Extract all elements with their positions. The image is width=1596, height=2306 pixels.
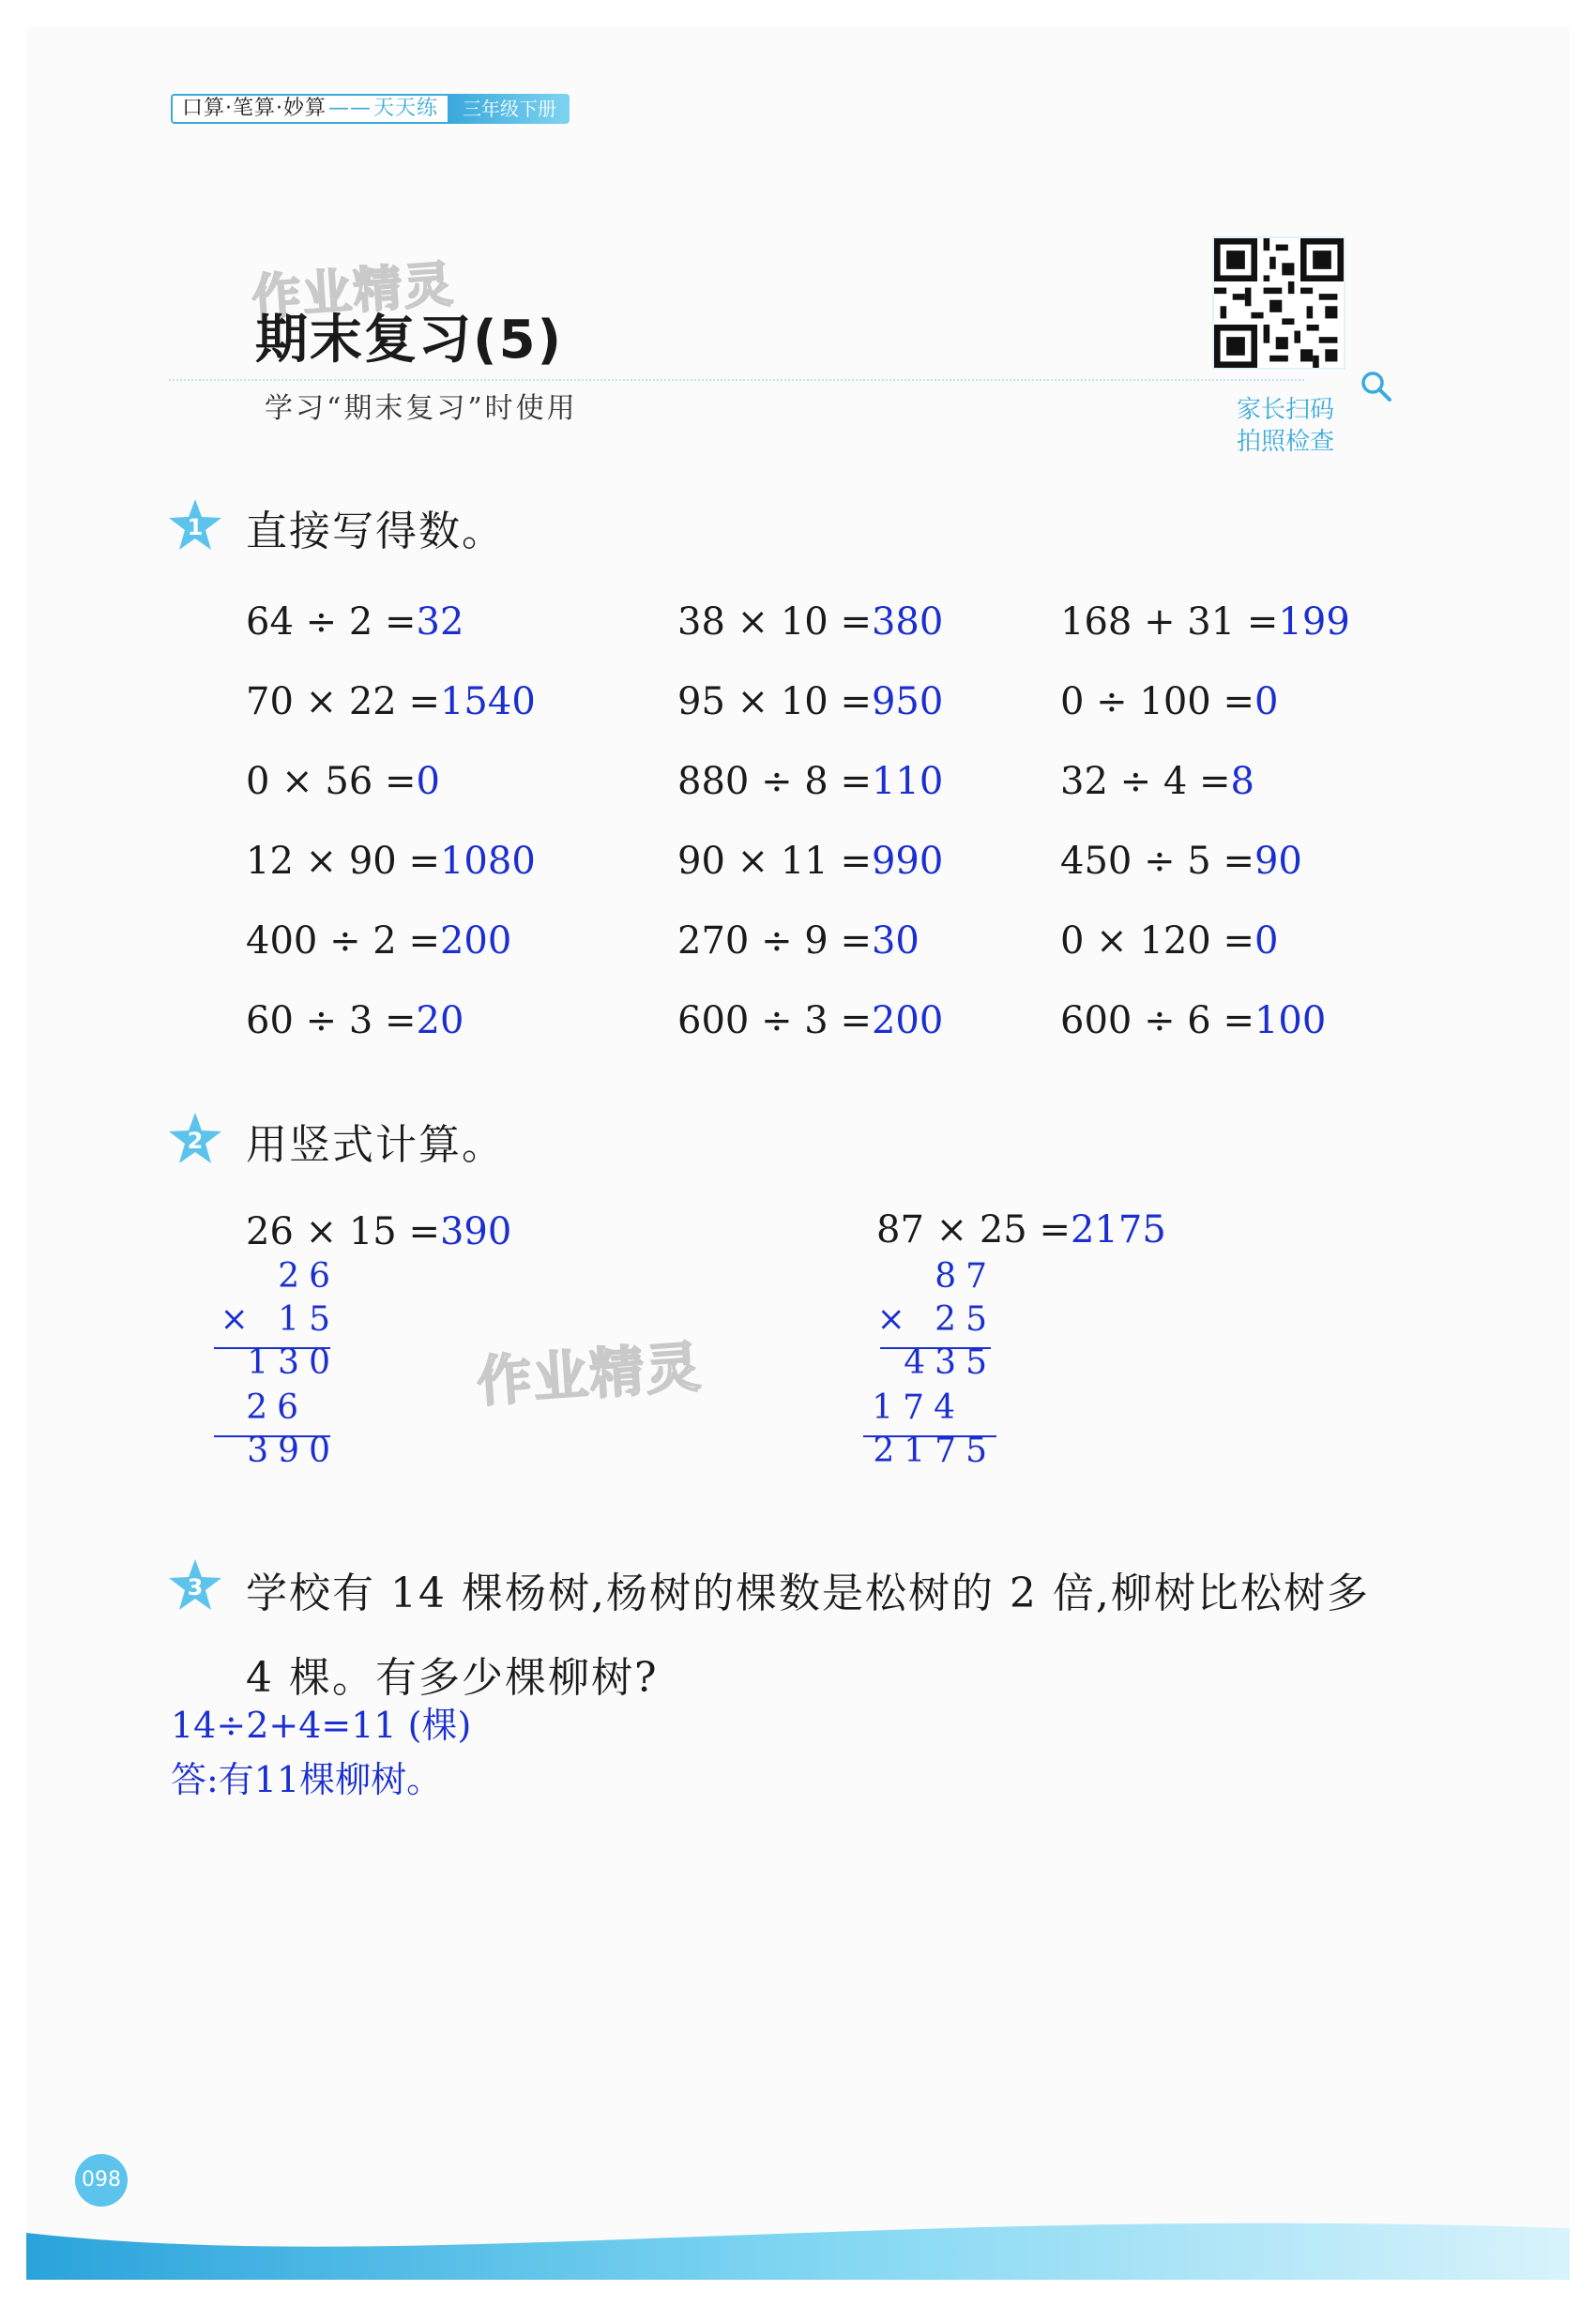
oral-calc-answer: 200 (871, 999, 944, 1042)
oral-calc-answer: 90 (1254, 840, 1302, 883)
oral-calc-question: 270 ÷ 9 = (677, 919, 872, 963)
oral-calc-answer: 110 (871, 760, 944, 803)
vertical-row: × 25 (876, 1300, 996, 1339)
oral-calc-item (677, 680, 943, 723)
oral-calc-item (246, 600, 464, 644)
oral-calc-answer: 199 (1278, 600, 1350, 644)
oral-calc-answer: 0 (1254, 919, 1279, 963)
oral-calc-answer: 20 (416, 999, 464, 1042)
oral-calc-question: 32 ÷ 4 = (1060, 760, 1231, 803)
section-3-star-icon (167, 1557, 223, 1614)
vertical-row: 26 (278, 1257, 340, 1296)
oral-calc-answer: 0 (1254, 680, 1279, 723)
vertical-row: 26 (246, 1388, 308, 1427)
series-header (171, 94, 570, 124)
qr-code-icon (1214, 238, 1344, 368)
solution-answer: 答:有11棵柳树。 (171, 1759, 443, 1800)
vertical-question-2: 87 × 25 = (876, 1208, 1071, 1252)
oral-calc-item (246, 919, 511, 963)
section-1-heading: 直接写得数。 (246, 508, 505, 555)
vertical-row: 390 (247, 1432, 340, 1470)
vertical-row: 87 (935, 1257, 996, 1296)
solution-equation: 14÷2+4=11 (棵) (171, 1705, 472, 1746)
oral-calc-answer: 200 (439, 919, 512, 963)
oral-calc-question: 70 × 22 = (246, 680, 440, 723)
oral-calc-question: 880 ÷ 8 = (677, 760, 872, 803)
magnifier-icon (1358, 368, 1395, 405)
vertical-row: 2175 (873, 1432, 996, 1470)
oral-calc-answer: 8 (1230, 760, 1254, 803)
vertical-work-1 (208, 1257, 340, 1482)
page-number: 098 (75, 2154, 128, 2207)
oral-calc-question: 0 × 56 = (246, 760, 417, 803)
oral-calc-question: 12 × 90 = (246, 840, 440, 883)
title-divider (169, 379, 1304, 381)
vertical-row: 435 (904, 1343, 996, 1382)
oral-calc-item (246, 999, 464, 1042)
vertical-row: × 15 (220, 1300, 340, 1339)
vertical-row: 174 (872, 1388, 965, 1427)
section-2-star-icon (167, 1111, 223, 1167)
vertical-answer-2: 2175 (1070, 1208, 1166, 1252)
oral-calc-answer: 0 (416, 760, 440, 803)
oral-calc-item (1060, 840, 1302, 883)
page-title: 期末复习(5) (255, 310, 564, 371)
oral-calc-question: 90 × 11 = (677, 840, 872, 883)
oral-calc-question: 168 + 31 = (1060, 600, 1279, 644)
oral-calc-item (677, 760, 943, 803)
qr-code[interactable] (1212, 236, 1345, 370)
series-title-box (171, 94, 449, 124)
oral-calc-answer: 100 (1254, 999, 1327, 1042)
oral-calc-question: 60 ÷ 3 = (246, 999, 417, 1042)
watermark-top: 作业精灵 (250, 256, 457, 327)
oral-calc-item (677, 999, 943, 1042)
oral-calc-answer: 1540 (439, 680, 536, 723)
oral-calc-answer: 1080 (439, 840, 536, 883)
vertical-problem-1 (246, 1210, 511, 1253)
oral-calc-question: 450 ÷ 5 = (1060, 840, 1254, 883)
oral-calc-question: 400 ÷ 2 = (246, 919, 440, 963)
oral-calc-answer: 990 (871, 840, 944, 883)
page-subtitle: 学习“期末复习”时使用 (265, 392, 578, 425)
series-subtitle: 天天练 (373, 97, 439, 120)
word-problem-line-1: 学校有 14 棵杨树,杨树的棵数是松树的 2 倍,柳树比松树多 (246, 1570, 1370, 1617)
section-2-number: 2 (187, 1128, 204, 1154)
watermark-middle: 作业精灵 (475, 1334, 705, 1415)
vertical-row: 130 (247, 1343, 340, 1382)
oral-calc-question: 600 ÷ 3 = (677, 999, 872, 1042)
oral-calc-item (246, 840, 536, 883)
oral-calc-question: 0 × 120 = (1060, 919, 1254, 963)
oral-calc-item (1060, 919, 1278, 963)
grade-tag: 三年级下册 (449, 94, 570, 124)
oral-calc-answer: 380 (871, 600, 944, 644)
series-dash: —— (328, 97, 372, 120)
section-1-number: 1 (187, 514, 204, 540)
section-3-number: 3 (187, 1574, 204, 1601)
oral-calc-item (246, 680, 536, 723)
oral-calc-answer: 30 (871, 919, 920, 963)
oral-calc-answer: 950 (871, 680, 944, 723)
oral-calc-item (677, 919, 920, 963)
word-problem-line-2: 4 棵。有多少棵柳树? (246, 1654, 659, 1702)
qr-caption-line2: 拍照检查 (1236, 428, 1334, 456)
oral-calc-item (1060, 680, 1278, 723)
section-2-heading: 用竖式计算。 (246, 1121, 505, 1169)
vertical-answer-1: 390 (439, 1210, 512, 1253)
oral-calc-item (1060, 600, 1350, 644)
oral-calc-question: 95 × 10 = (677, 680, 872, 723)
qr-caption (1220, 394, 1351, 458)
footer-wave (26, 2186, 1570, 2280)
oral-calc-item (246, 760, 440, 803)
oral-calc-item (677, 600, 943, 644)
oral-calc-question: 64 ÷ 2 = (246, 600, 417, 644)
qr-caption-line1: 家长扫码 (1236, 396, 1334, 424)
oral-calc-question: 600 ÷ 6 = (1060, 999, 1254, 1042)
oral-calc-item (677, 840, 943, 883)
oral-calc-answer: 32 (416, 600, 464, 644)
vertical-problem-2 (876, 1208, 1166, 1252)
vertical-work-2 (859, 1257, 996, 1482)
oral-calc-item (1060, 760, 1254, 803)
oral-calc-question: 38 × 10 = (677, 600, 872, 644)
series-title: 口算·笔算·妙算 (182, 97, 327, 120)
section-1-star-icon (167, 497, 223, 554)
oral-calc-question: 0 ÷ 100 = (1060, 680, 1254, 723)
oral-calc-item (1060, 999, 1326, 1042)
vertical-question-1: 26 × 15 = (246, 1210, 440, 1253)
